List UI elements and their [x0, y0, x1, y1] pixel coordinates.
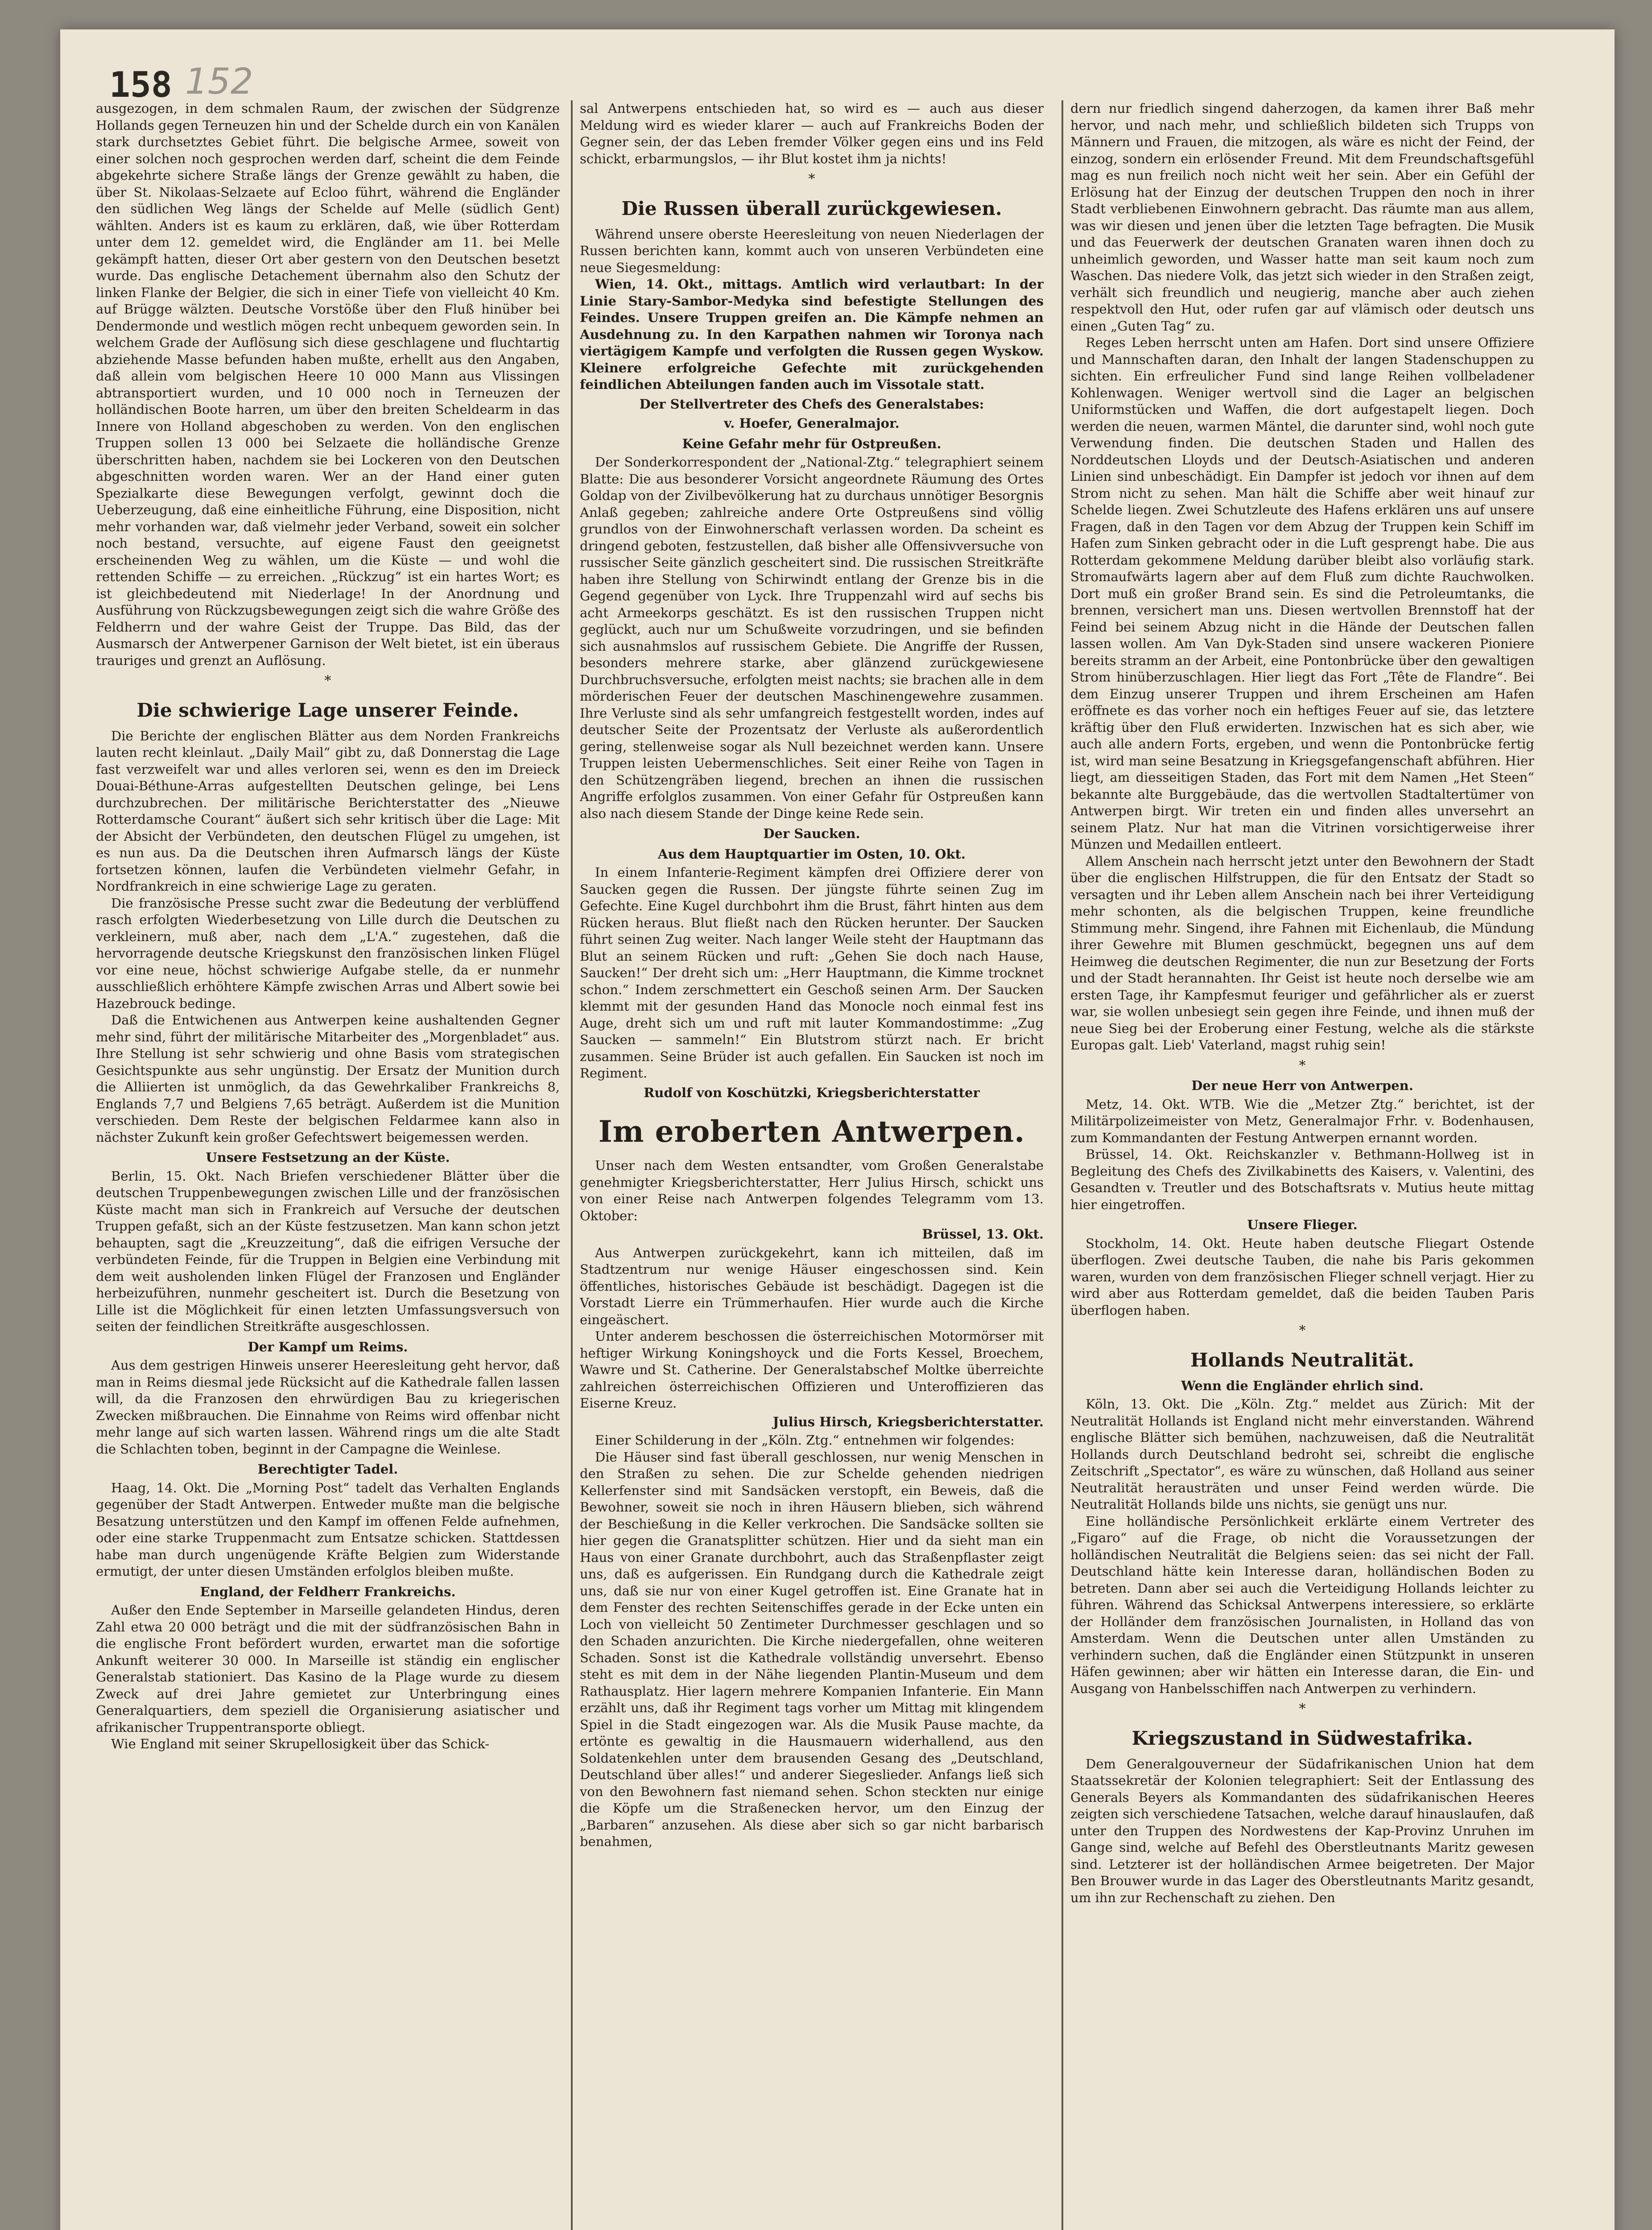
dateline: Brüssel, 13. Okt.	[922, 1226, 1044, 1242]
article-paragraph: Die Häuser sind fast überall geschlossen, nur wenig Menschen in den Straßen zu sehen. Die zur Schelde gehenden niedrigen Kellerfenster sind mit Sandsäcken verstopft, ein Beweis, daß die Bewohner, soweit sie noch in ihren Häusern blieben, sich während der Beschießung in die Keller verkrochen. Die Sandsäcke sollten sie hier gegen die Granatsplitter schützen. Hier und da sieht man ein Haus von einer Granate durchbohrt, auch das Straßenpflaster zeigt uns, daß es aufgerissen. Ein Rundgang durch die Kathedrale zeigt uns, daß sie nur von einer Kugel getroffen ist. Eine Granate hat in dem Fenster des rechten Seitenschiffes gerade in der Ecke unten ein Loch von vielleicht 50 Zentimeter Durchmesser geschlagen und so den Schaden anzurichten. Die Kirche niedergefallen, ohne weiteren Schaden. Sonst ist die Kathedrale vollständig unversehrt. Ebenso steht es mit dem in der Nähe liegenden Plantin-Museum und dem Rathausplatz. Hier lagern mehrere Kompanien Infanterie. Ein Mann erzählt uns, daß ihr Regiment tags vorher um Mittag mit klingendem Spiel in die Stadt eingezogen war. Als die Musik Pause machte, da ertönte es gewaltig in die Hausmauern widerhallend, aus den Soldatenkehlen unter dem brausenden Gesang des „Deutschland, Deutschland über alles!“ und anderer Siegeslieder. Anfangs ließ sich von den Bewohnern fast niemand sehen. Schon steckten nur einige die Köpfe um die Straßenecken hervor, um den Einzug der „Barbaren“ anzusehen. Als diese aber sich so gar nicht barbarisch benahmen,	[580, 1449, 1044, 1849]
subheading: Berechtigter Tadel.	[257, 1462, 398, 1477]
separator-star: *	[1299, 1323, 1306, 1338]
headline-feinde: Die schwierige Lage unserer Feinde.	[136, 699, 519, 721]
article-paragraph: Der Sonderkorrespondent der „National-Ztg.“ telegraphiert seinem Blatte: Die aus besonderer Vorsicht angeordnete Räumung des Ortes Goldap von der Zivilbevölkerung hat zu durchaus unnötiger Besorgnis Anlaß gegeben; zahlreiche andere Orte Ostpreußens sind völlig grundlos von der Einwohnerschaft verlassen worden. Da scheint es dringend geboten, festzustellen, daß bisher alle Offensivversuche von russischer Seite gänzlich gescheitert sind. Die russischen Streitkräfte haben ihre Stellung von Schirwindt entlang der Grenze bis in die Gegend gegenüber von Lyck. Ihre Truppenzahl wird auf sechs bis acht Armeekorps geschätzt. Es ist den russischen Truppen nicht geglückt, auch nur um Schußweite vorzudringen, und sie befinden sich ausnahmslos auf russischem Gebiete. Die Angriffe der Russen, besonders mehrere starke, aber glänzend zurückgewiesene Durchbruchsversuche, erfolgten meist nachts; sie brachen alle in dem mörderischen Feuer der deutschen Maschinengewehre zusammen. Ihre Verluste sind als sehr umfangreich festgestellt worden, indes auf deutscher Seite der Prozentsatz der Verluste als außerordentlich gering, stellenweise sogar als Null bezeichnet werden kann. Unsere Truppen leisten Uebermenschliches. Seit einer Reihe von Tagen in den Schützengräben liegend, brechen an ihnen die russischen Angriffe erfolglos zusammen. Von einer Gefahr für Ostpreußen kann also nach diesem Stande der Dinge keine Rede sein.	[580, 454, 1044, 821]
subheading: Der Kampf um Reims.	[248, 1339, 408, 1355]
subheading: Wenn die Engländer ehrlich sind.	[1181, 1378, 1424, 1393]
article-paragraph: Brüssel, 14. Okt. Reichskanzler v. Bethmann-Hollweg ist in Begleitung des Chefs des Zivilkabinetts des Kaisers, v. Valentini, des Gesandten v. Treutler und des Botschaftsrats v. Mutius heute mittag hier eingetroffen.	[1070, 1147, 1534, 1212]
article-paragraph: Einer Schilderung in der „Köln. Ztg.“ entnehmen wir folgendes:	[595, 1433, 1015, 1448]
article-paragraph: Allem Anschein nach herrscht jetzt unter den Bewohnern der Stadt über die englischen Hilfstruppen, die für den Entsatz der Stadt so versagten und ihr Leben allem Anschein nach bei ihrer Verteidigung mehr schonten, als die belgischen Truppen, keine freundliche Stimmung mehr. Singend, ihre Fahnen mit Eichenlaub, die Mündung ihrer Gewehre mit Blumen geschmückt, begegnen uns auf dem Heimweg die deutschen Regimenter, die nun zur Besetzung der Forts und der Stadt herannahten. Ihr Geist ist heute noch derselbe wie am ersten Tage, ihr Kampfesmut feuriger und gefährlicher als er zuerst war, sie wollen unbesiegt sein gegen ihre Feinde, und ihnen muß der neue Sieg bei der Eroberung einer Festung, welche als die stärkste Europas galt. Lieb' Vaterland, magst ruhig sein!	[1070, 853, 1534, 1053]
pencil-annotation: 152	[185, 61, 253, 102]
column-1	[96, 100, 560, 2230]
subheading: England, der Feldherr Frankreichs.	[200, 1584, 456, 1599]
subheading: Der Saucken.	[763, 826, 860, 841]
subheading: Unsere Festsetzung an der Küste.	[206, 1150, 450, 1165]
article-paragraph: Stockholm, 14. Okt. Heute haben deutsche Fliegart Ostende überflogen. Zwei deutsche Tauben, die nahe bis Paris gekommen waren, wurden von dem französischen Flieger schnell verjagt. Hier zu wird aber aus Rotterdam gemeldet, daß die beiden Tauben Paris überflogen haben.	[1070, 1235, 1534, 1318]
article-paragraph: Die Berichte der englischen Blätter aus dem Norden Frankreichs lauten recht kleinlaut. „Daily Mail“ gibt zu, daß Donnerstag die Lage fast verzweifelt war und alles verloren sei, wenn es den im Dreieck Douai-Béthune-Arras aufgestellten Deutschen gelinge, bei Lens durchzubrechen. Der militärische Berichterstatter des „Nieuwe Rotterdamsche Courant“ äußert sich sehr kritisch über die Lage: Mit der Absicht der Verbündeten, den deutschen Flügel zu umgehen, ist es nun aus. Da die Deutschen ihren Aufmarsch längs der Küste fortsetzen können, laufen die Verbündeten vielmehr Gefahr, in Nordfrankreich in eine schwierige Lage zu geraten.	[96, 728, 560, 894]
article-paragraph: Köln, 13. Okt. Die „Köln. Ztg.“ meldet aus Zürich: Mit der Neutralität Hollands ist England nicht mehr einverstanden. Während englische Blätter sich bemühen, nachzuweisen, daß die Neutralität Hollands durch Deutschland bedroht sei, schreibt die englische Zeitschrift „Spectator“, es wäre zu wünschen, daß Holland aus seiner Neutralität herausträten und unser Feind werden würde. Die Neutralität Hollands bilde uns nichts, sie genügt uns nur.	[1070, 1396, 1534, 1512]
signature: v. Hoefer, Generalmajor.	[724, 416, 900, 431]
article-paragraph: dern nur friedlich singend daherzogen, da kamen ihrer Baß mehr hervor, und nach mehr, und schließlich bildeten sich Trupps von Männern und Frauen, die mitzogen, als wäre es nicht der Feind, der einzog, sondern ein erlösender Freund. Mit dem Freundschaftsgefühl mag es nun freilich noch nicht weit her sein. Aber ein Gefühl der Erlösung hat der Einzug der deutschen Truppen den noch in ihrer Stadt verbliebenen Einwohnern gebracht. Das räumte man aus allem, was wir diesen und jenen über die letzten Tage befragten. Die Musik und das Feuerwerk der deutschen Granaten waren ihnen doch zu unheimlich geworden, und Wasser hatte man seit kaum noch zum Waschen. Das niedere Volk, das jetzt sich wieder in den Straßen zeigt, verhält sich freundlich und neugierig, manche aber auch ziehen respektvoll den Hut, oder rufen gar auf vlämisch oder deutsch uns einen „Guten Tag“ zu.	[1070, 101, 1534, 334]
dateline: Aus dem Hauptquartier im Osten, 10. Okt.	[657, 846, 966, 862]
article-paragraph: Unser nach dem Westen entsandter, vom Großen Generalstabe genehmigter Kriegsberichterstatter, Herr Julius Hirsch, schickt uns von einer Reise nach Antwerpen folgendes Telegramm vom 13. Oktober:	[580, 1158, 1044, 1223]
subheading: Der neue Herr von Antwerpen.	[1191, 1078, 1413, 1093]
article-paragraph: Aus dem gestrigen Hinweis unserer Heeresleitung geht hervor, daß man in Reims diesmal jede Rücksicht auf die Kathedrale fallen lassen will, da die Franzosen den ehrwürdigen Bau zu kriegerischen Zwecken mißbrauchen. Die Einnahme von Reims wird offenbar nicht mehr lange auf sich warten lassen. Während rings um die alte Stadt die Schlachten toben, beginnt in der Campagne die Weinlese.	[96, 1358, 560, 1457]
article-paragraph: Außer den Ende September in Marseille gelandeten Hindus, deren Zahl etwa 20 000 beträgt und die mit der südfranzösischen Bahn in die englische Front befördert wurden, erwartet man die sofortige Ankunft weiterer 30 000. In Marseille ist ständig ein englischer Generalstab stationiert. Das Kasino de la Plage wurde zu diesem Zweck auf drei Jahre gemietet zur Unterbringung eines Generalquartiers, dem speziell die Organisierung asiatischer und afrikanischer Truppentransporte obliegt.	[96, 1602, 560, 1735]
headline-antwerpen: Im eroberten Antwerpen.	[598, 1114, 1025, 1149]
column-rule-2	[1061, 100, 1063, 2230]
signature: Julius Hirsch, Kriegsberichterstatter.	[772, 1414, 1044, 1429]
article-paragraph: sal Antwerpens entschieden hat, so wird es — auch aus dieser Meldung wird es wieder klarer — auch auf Frankreichs Boden der Gegner sein, der das Leben fremder Völker gegen eins und ins Feld schickt, erbarmungslos, — ihr Blut kostet ihm ja nichts!	[580, 101, 1044, 166]
separator-star: *	[1299, 1057, 1306, 1074]
signature: Rudolf von Koschützki, Kriegsberichterstatter	[644, 1085, 980, 1100]
article-paragraph: Reges Leben herrscht unten am Hafen. Dort sind unsere Offiziere und Mannschaften daran, den Inhalt der langen Stadenschuppen zu sichten. Ein erfreulicher Fund sind lange Reihen vollbeladener Kohlenwagen. Weniger wertvoll sind die Lager an belgischen Uniformstücken und Waffen, die dort aufgestapelt liegen. Doch werden die neuen, warmen Mäntel, die darunter sind, wohl noch gute Verwendung finden. Die deutschen Staden und Hallen des Norddeutschen Lloyds und der Deutsch-Asiatischen und anderen Linien sind unbeschädigt. Ein Dampfer ist jedoch vor ihnen auf dem Strom nicht zu sehen. Man hält die Schiffe aber weit hinauf zur Schelde liegen. Zwei Schutzleute des Hafens erklären uns auf unsere Fragen, daß in den Tagen vor dem Abzug der Truppen kein Schiff im Hafen zum Sinken gebracht oder in die Luft gesprengt habe. Die aus Rotterdam gekommene Meldung darüber bleibt also vorläufig stark. Stromaufwärts lagern aber auf dem Fluß zum dichte Rauchwolken. Dort muß ein großer Brand sein. Es sind die Petroleumtanks, die brennen, versichert man uns. Diesen wertvollen Brennstoff hat der Feind bei seinem Abzug nicht in die Hände der Deutschen fallen lassen wollen. Am Van Dyk-Staden sind unsere wackeren Pioniere bereits stramm an der Arbeit, eine Pontonbrücke über den gewaltigen Strom hinüberzuschlagen. Hier liegt das Fort „Tête de Flandre“. Bei dem Einzug unserer Truppen und ihrem Erscheinen am Hafen eröffnete es das vorher noch ein heftiges Feuer auf sie, das letztere kräftig über den Fluß erwiderten. Inzwischen hat es sich aber, wie auch alle andern Forts, ergeben, und wenn die Pontonbrücke fertig ist, wird man seine Besatzung in Kriegsgefangenschaft abführen. Hier liegt, am diesseitigen Staden, das Fort mit dem Namen „Het Steen“ bekannte alte Burggebäude, das die wertvollen Stadtaltertümer von Antwerpen birgt. Wir treten ein und finden alles unversehrt an seinem Platz. Nur hat man die Vitrinen vorsichtigerweise ihrer Münzen und Medaillen entleert.	[1070, 335, 1534, 852]
headline-suedwestafrika: Kriegszustand in Südwestafrika.	[1132, 1727, 1473, 1749]
page-number: 158	[109, 65, 172, 105]
headline-russen: Die Russen überall zurückgewiesen.	[621, 197, 1002, 219]
separator-star: *	[324, 673, 331, 689]
subheading: Keine Gefahr mehr für Ostpreußen.	[682, 436, 942, 451]
subheading: Unsere Flieger.	[1247, 1217, 1358, 1232]
article-paragraph: Unter anderem beschossen die österreichischen Motormörser mit heftiger Wirkung Koningshoyck und die Forts Kessel, Broechem, Wawre und St. Catherine. Der Generalstabschef Moltke überreichte zahlreichen österreichischen Offizieren und Unteroffizieren das Eiserne Kreuz.	[580, 1329, 1044, 1411]
article-paragraph: Wien, 14. Okt., mittags. Amtlich wird verlautbart: In der Linie Stary-Sambor-Medyka sind befestigte Stellungen des Feindes. Unsere Truppen greifen an. Die Kämpfe nehmen an Ausdehnung zu. In den Karpathen nahmen wir Toronya nach viertägigem Kampfe und verfolgten die Russen gegen Wyskow. Kleinere erfolgreiche Gefechte mit zurückgehenden feindlichen Abteilungen fanden auch im Vissotale statt.	[580, 277, 1044, 392]
article-paragraph: Haag, 14. Okt. Die „Morning Post“ tadelt das Verhalten Englands gegenüber der Stadt Antwerpen. Entweder mußte man die belgische Besatzung unterstützen und den Kampf im offenen Felde aufnehmen, oder eine starke Truppenmacht zum Entsatze schicken. Stattdessen habe man durch ungenügende Kräfte Belgien zum Widerstande ermutigt, der unter diesen Umständen erfolglos bleiben mußte.	[96, 1480, 560, 1579]
article-paragraph: Aus Antwerpen zurückgekehrt, kann ich mitteilen, daß im Stadtzentrum nur wenige Häuser eingeschossen sind. Kein öffentliches, historisches Gebäude ist beschädigt. Dagegen ist die Vorstadt Lierre ein Trümmerhaufen. Hier wurde auch die Kirche eingeäschert.	[580, 1245, 1044, 1327]
article-paragraph: Eine holländische Persönlichkeit erklärte einem Vertreter des „Figaro“ auf die Frage, ob nicht die Voraussetzungen der holländischen Neutralität die Belgiens seien: das sei nicht der Fall. Deutschland hätte kein Interesse daran, holländischen Boden zu betreten. Dann aber sei auch die Verteidigung Hollands leichter zu führen. Während das Schicksal Antwerpens interessiere, so erklärte der Holländer dem französischen Journalisten, in Holland das von Amsterdam. Wenn die Deutschen unter allen Umständen zu verhindern suchen, daß die Engländer einen Stützpunkt in unseren Häfen gewinnen; aber wir hätten ein Interesse daran, die Ein- und Ausgang von Hanbelsschiffen nach Antwerpen zu verhindern.	[1070, 1513, 1534, 1696]
separator-star: *	[1299, 1701, 1306, 1717]
article-paragraph: Wie England mit seiner Skrupellosigkeit über das Schick-	[111, 1736, 490, 1751]
article-paragraph: Metz, 14. Okt. WTB. Wie die „Metzer Ztg.“ berichtet, ist der Militärpolizeimeister von Metz, Generalmajor Frhr. v. Bodenhausen, zum Kommandanten der Festung Antwerpen ernannt worden.	[1070, 1096, 1534, 1145]
column-rule-1	[571, 100, 573, 2230]
article-paragraph: ausgezogen, in dem schmalen Raum, der zwischen der Südgrenze Hollands gegen Terneuzen hin und der Schelde durch ein von Kanälen stark durchsetztes Gebiet führt. Die belgische Armee, soweit von einer solchen noch gesprochen werden darf, scheint die dem Feinde abgekehrte sichere Straße längs der Grenze gewählt zu haben, die über St. Nikolaas-Selzaete auf Ecloo führt, während die Engländer den südlichen Weg längs der Schelde auf Melle (südlich Gent) wählten. Anders ist es kaum zu erklären, daß, wie über Rotterdam unter dem 12. gemeldet wird, die Engländer am 11. bei Melle gekämpft hatten, dieser Ort aber gestern von den Deutschen besetzt wurde. Das englische Detachement übernahm also den Schutz der linken Flanke der Belgier, die sich in einer Tiefe von vielleicht 40 Km. auf Brügge wälzten. Deutsche Vorstöße über den Fluß hinüber bei Dendermonde und westlich mögen recht unbequem geworden sein. In welchem Grade der Auflösung sich diese geschlagene und fluchtartig abziehende Masse befunden haben mußte, erhellt aus den Angaben, daß allein vom belgischen Heere 10 000 Mann aus Vlissingen abtransportiert wurden, und 10 000 noch in Terneuzen der holländischen Boote harren, um über den breiten Scheldearm in das Innere von Holland abgeschoben zu werden. Von den englischen Truppen sollen 13 000 bei Selzaete die holländische Grenze überschritten haben, nachdem sie bei Lockeren von den Deutschen abgeschnitten worden waren. Wer an der Hand einer guten Spezialkarte diese Bewegungen verfolgt, gewinnt doch die Ueberzeugung, daß eine einheitliche Führung, eine Disposition, nicht mehr vorhanden war, daß vielmehr jeder Verband, soweit ein solcher noch bestand, versuchte, auf eigene Faust den geeignetst erscheinenden Weg zu wählen, um die Küste — und wohl die rettenden Schiffe — zu erreichen. „Rückzug“ ist ein hartes Wort; es ist gleichbedeutend mit Niederlage! In der Anordnung und Ausführung von Rückzugsbewegungen zeigt sich die wahre Größe des Feldherrn und der wahre Geist der Truppe. Das Bild, das der Ausmarsch der Antwerpener Garnison der Welt bietet, ist ein überaus trauriges und grenzt an Auflösung.	[96, 101, 560, 668]
article-paragraph: Berlin, 15. Okt. Nach Briefen verschiedener Blätter über die deutschen Truppenbewegungen zwischen Lille und der französischen Küste macht man sich in Frankreich auf Versuche der deutschen Truppen gefaßt, sich an der Küste festzusetzen. Man kann schon jetzt behaupten, sagt die „Kreuzzeitung“, daß die eifrigen Versuche der verbündeten Feinde, für die Truppen in Belgien eine Verbindung mit dem weit ausholenden linken Flügel der Franzosen und Engländer herbeizuführen, nunmehr gescheitert ist. Durch die Besetzung von Lille ist die Möglichkeit für einen letzten Umfassungsversuch von seiten der feindlichen Streitkräfte ausgeschlossen.	[96, 1168, 560, 1334]
column-3	[1070, 100, 1534, 2230]
separator-star: *	[808, 171, 815, 187]
column-2	[580, 100, 1044, 2230]
headline-holland: Hollands Neutralität.	[1190, 1349, 1414, 1371]
article-paragraph: Daß die Entwichenen aus Antwerpen keine aushaltenden Gegner mehr sind, führt der militärische Mitarbeiter des „Morgenbladet“ aus. Ihre Stellung ist sehr schwierig und ohne Basis vom strategischen Gesichtspunkte aus sehr ungünstig. Der Ersatz der Munition durch die Alliierten ist unmöglich, da das Gewehrkaliber Frankreichs 8, Englands 7,7 und Belgiens 7,65 beträgt. Außerdem ist die Munition verschieden. Dem Reste der belgischen Feldarmee kann also in nächster Zukunft kein großer Gefechtswert beigemessen werden.	[96, 1012, 560, 1145]
article-paragraph: Die französische Presse sucht zwar die Bedeutung der verblüffend rasch erfolgten Wiederbesetzung von Lille durch die Deutschen zu verkleinern, muß aber, nach dem „L'A.“ zugestehen, daß die hervorragende deutsche Kriegskunst den französischen linken Flügel vor eine neue, höchst schwierige Aufgabe stelle, da er nunmehr ausschließlich erhöhtere Kämpfe zwischen Arras und Albert sowie bei Hazebrouck bedinge.	[96, 895, 560, 1011]
article-paragraph: In einem Infanterie-Regiment kämpfen drei Offiziere derer von Saucken gegen die Russen. Der jüngste führte seinen Zug im Gefechte. Eine Kugel durchbohrt ihm die Brust, fährt hinten aus dem Rücken heraus. Blut fließt nach den Rücken herunter. Der Saucken führt seinen Zug weiter. Nach langer Weile steht der Hauptmann das Blut an seinem Rücken und ruft: „Gehen Sie doch nach Hause, Saucken!“ Der dreht sich um: „Herr Hauptmann, die Kimme trocknet schon.“ Indem zerschmettert ein Geschoß seinen Arm. Der Saucken klemmt mit der gesunden Hand das Monocle noch einmal fest ins Auge, dreht sich um und ruft mit lauter Kommandostimme: „Zug Saucken — sammeln!“ Ein Blutstrom stürzt nach. Er bricht zusammen. Seine Brüder ist auch gefallen. Ein Saucken ist noch im Regiment.	[580, 865, 1044, 1081]
signature: Der Stellvertreter des Chefs des Generalstabes:	[639, 396, 984, 412]
article-paragraph: Während unsere oberste Heeresleitung von neuen Niederlagen der Russen berichten kann, kommt auch von unseren Verbündeten eine neue Siegesmeldung:	[580, 226, 1044, 275]
article-paragraph: Dem Generalgouverneur der Südafrikanischen Union hat dem Staatssekretär der Kolonien telegraphiert: Seit der Entlassung des Generals Beyers als Kommandanten des südafrikanischen Heeres zeigten sich verschiedene Tatsachen, welche darauf hinauslaufen, daß unter den Truppen des Nordwestens der Kap-Provinz Unruhen im Gange sind, welche auf Befehl des Oberstleutnants Maritz gewesen sind. Letzterer ist der holländischen Armee beigetreten. Der Major Ben Brouwer wurde in das Lager des Oberstleutnants Maritz gesandt, um ihn zur Rechenschaft zu ziehen. Den	[1070, 1756, 1534, 1905]
